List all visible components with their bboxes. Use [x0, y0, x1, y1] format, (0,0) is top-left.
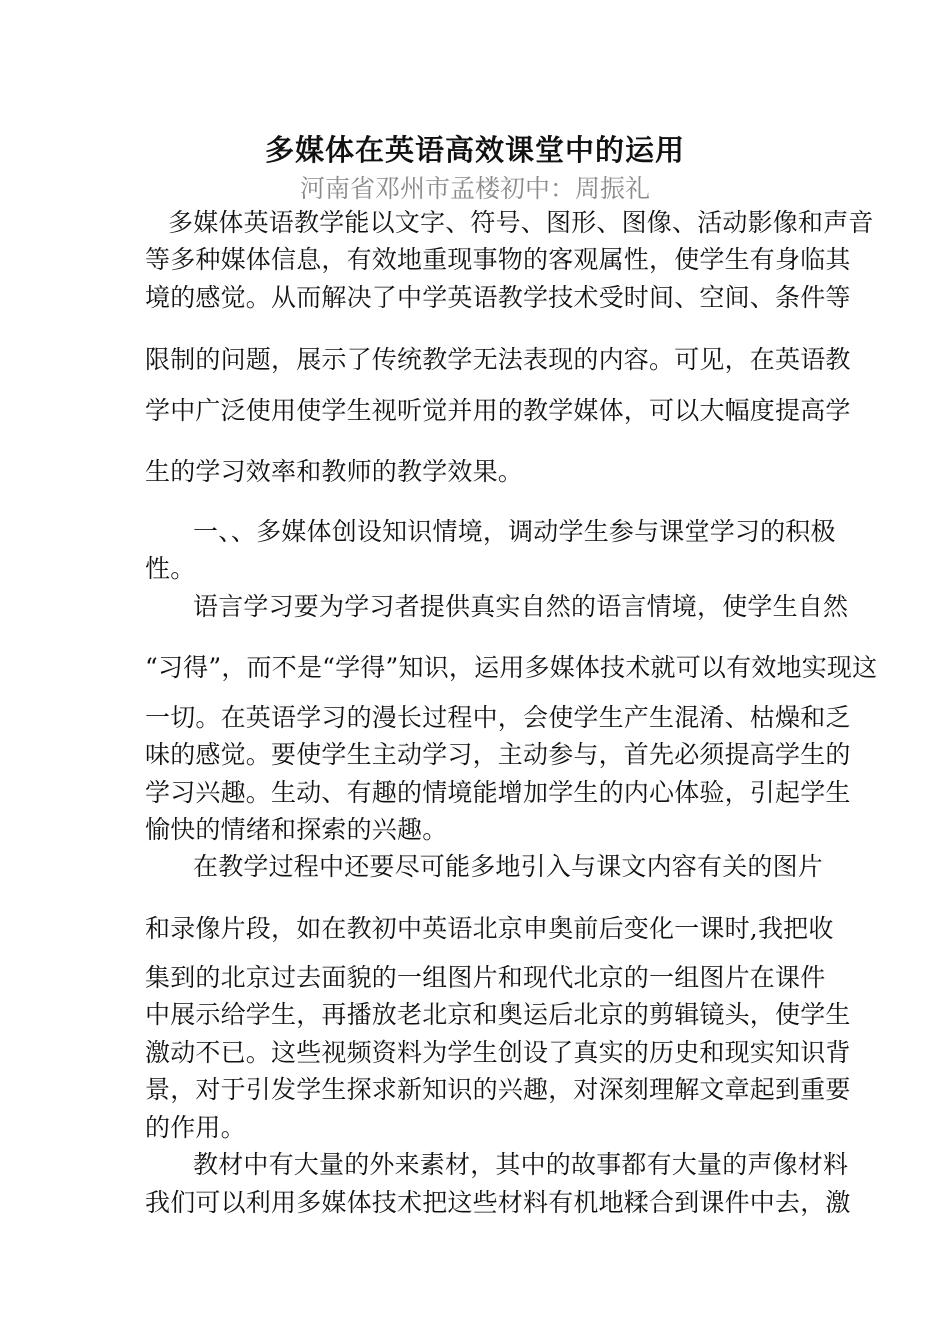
section-heading: 一、、多媒体创设知识情境，调动学生参与课堂学习的积极 — [193, 517, 836, 546]
text-line: 在教学过程中还要尽可能多地引入与课文内容有关的图片 — [193, 852, 824, 881]
text-line: 中展示给学生，再播放老北京和奥运后北京的剪辑镜头，使学生 — [145, 1000, 851, 1029]
text-line: 愉快的情绪和探索的兴趣。 — [145, 815, 448, 844]
text-line: 限制的问题，展示了传统教学无法表现的内容。可见，在英语教 — [145, 345, 851, 374]
text-line: 生的学习效率和教师的教学效果。 — [145, 457, 524, 486]
text-line: 和录像片段，如在教初中英语北京申奥前后变化一课时,我把收 — [145, 914, 834, 943]
text-line: 语言学习要为学习者提供真实自然的语言情境，使学生自然 — [193, 592, 849, 621]
text-line: 景，对于引发学生探求新知识的兴趣，对深刻理解文章起到重要 — [145, 1075, 851, 1104]
text-line: 味的感觉。要使学生主动学习，主动参与，首先必须提高学生的 — [145, 740, 851, 769]
text-line: “习得”，而不是“学得”知识，运用多媒体技术就可以有效地实现这 — [145, 653, 878, 682]
text-line: 多媒体英语教学能以文字、符号、图形、图像、活动影像和声音 — [168, 208, 874, 237]
text-line: 集到的北京过去面貌的一组图片和现代北京的一组图片在课件 — [145, 963, 826, 992]
text-line: 的作用。 — [145, 1113, 246, 1142]
document-title: 多媒体在英语高效课堂中的运用 — [264, 133, 685, 167]
section-heading-continued: 性。 — [145, 554, 196, 583]
text-line: 境的感觉。从而解决了中学英语教学技术受时间、空间、条件等 — [145, 283, 851, 312]
author-line: 河南省邓州市孟楼初中：周振礼 — [299, 174, 650, 203]
text-line: 等多种媒体信息，有效地重现事物的客观属性，使学生有身临其 — [145, 245, 851, 274]
text-line: 学习兴趣。生动、有趣的情境能增加学生的内心体验，引起学生 — [145, 778, 851, 807]
text-line: 激动不已。这些视频资料为学生创设了真实的历史和现实知识背 — [145, 1038, 851, 1067]
text-line: 学中广泛使用使学生视听觉并用的教学媒体，可以大幅度提高学 — [145, 396, 851, 425]
text-line: 我们可以利用多媒体技术把这些材料有机地糅合到课件中去，激 — [145, 1188, 851, 1217]
text-line: 教材中有大量的外来素材，其中的故事都有大量的声像材料 — [193, 1150, 849, 1179]
text-line: 一切。在英语学习的漫长过程中，会使学生产生混淆、枯燥和乏 — [145, 703, 851, 732]
